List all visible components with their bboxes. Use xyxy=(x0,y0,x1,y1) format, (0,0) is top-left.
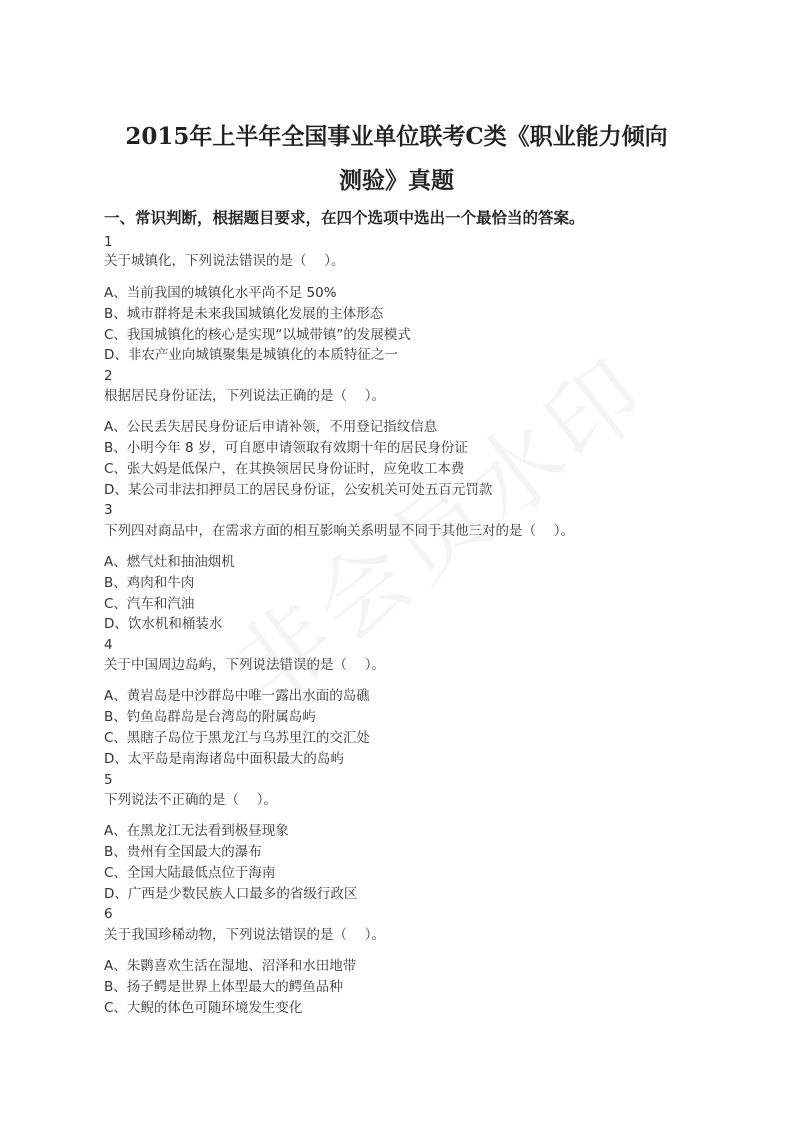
answer-option: D、非农产业向城镇聚集是城镇化的本质特征之一 xyxy=(104,347,398,363)
answer-option: A、黄岩岛是中沙群岛中唯一露出水面的岛礁 xyxy=(104,688,370,704)
answer-option: D、某公司非法扣押员工的居民身份证，公安机关可处五百元罚款 xyxy=(104,482,493,498)
answer-option: A、当前我国的城镇化水平尚不足 50% xyxy=(104,285,337,301)
answer-option: A、公民丢失居民身份证后申请补领，不用登记指纹信息 xyxy=(104,419,438,435)
answer-option: A、朱鹮喜欢生活在湿地、沼泽和水田地带 xyxy=(104,958,357,974)
answer-option: B、钓鱼岛群岛是台湾岛的附属岛屿 xyxy=(104,709,316,725)
section-heading: 一、常识判断，根据题目要求，在四个选项中选出一个最恰当的答案。 xyxy=(104,208,585,227)
question-number: 2 xyxy=(104,368,113,384)
answer-option: B、扬子鳄是世界上体型最大的鳄鱼品种 xyxy=(104,979,343,995)
question-number: 4 xyxy=(104,637,113,653)
answer-option: C、黑瞎子岛位于黑龙江与乌苏里江的交汇处 xyxy=(104,730,370,746)
answer-option: C、大鲵的体色可随环境发生变化 xyxy=(104,1000,303,1016)
answer-option: A、燃气灶和抽油烟机 xyxy=(104,554,235,570)
answer-option: C、我国城镇化的核心是实现“以城带镇”的发展模式 xyxy=(104,327,411,343)
answer-option: C、全国大陆最低点位于海南 xyxy=(104,865,276,881)
question-number: 5 xyxy=(104,772,113,788)
question-number: 6 xyxy=(104,906,113,922)
question-stem: 关于我国珍稀动物，下列说法错误的是（ ）。 xyxy=(104,927,386,943)
answer-option: D、广西是少数民族人口最多的省级行政区 xyxy=(104,886,358,902)
page-title-line-1: 2015年上半年全国事业单位联考C类《职业能力倾向 xyxy=(125,123,668,150)
answer-option: D、饮水机和桶装水 xyxy=(104,616,223,632)
answer-option: A、在黑龙江无法看到极昼现象 xyxy=(104,823,289,839)
answer-option: B、城市群将是未来我国城镇化发展的主体形态 xyxy=(104,306,384,322)
question-stem: 下列四对商品中，在需求方面的相互影响关系明显不同于其他三对的是（ ）。 xyxy=(104,523,575,539)
answer-option: B、鸡肉和牛肉 xyxy=(104,575,195,591)
page-title-line-2: 测验》真题 xyxy=(339,167,454,194)
answer-option: D、太平岛是南海诸岛中面积最大的岛屿 xyxy=(104,751,344,767)
question-stem: 根据居民身份证法，下列说法正确的是（ ）。 xyxy=(104,388,386,404)
answer-option: B、小明今年 8 岁，可自愿申请领取有效期十年的居民身份证 xyxy=(104,440,468,456)
question-stem: 关于城镇化，下列说法错误的是（ ）。 xyxy=(104,253,345,269)
answer-option: B、贵州有全国最大的瀑布 xyxy=(104,844,262,860)
question-stem: 下列说法不正确的是（ ）。 xyxy=(104,792,278,808)
answer-option: C、张大妈是低保户，在其换领居民身份证时，应免收工本费 xyxy=(104,461,465,477)
question-number: 3 xyxy=(104,502,113,518)
answer-option: C、汽车和汽油 xyxy=(104,596,195,612)
question-stem: 关于中国周边岛屿，下列说法错误的是（ ）。 xyxy=(104,657,386,673)
question-number: 1 xyxy=(104,234,113,250)
